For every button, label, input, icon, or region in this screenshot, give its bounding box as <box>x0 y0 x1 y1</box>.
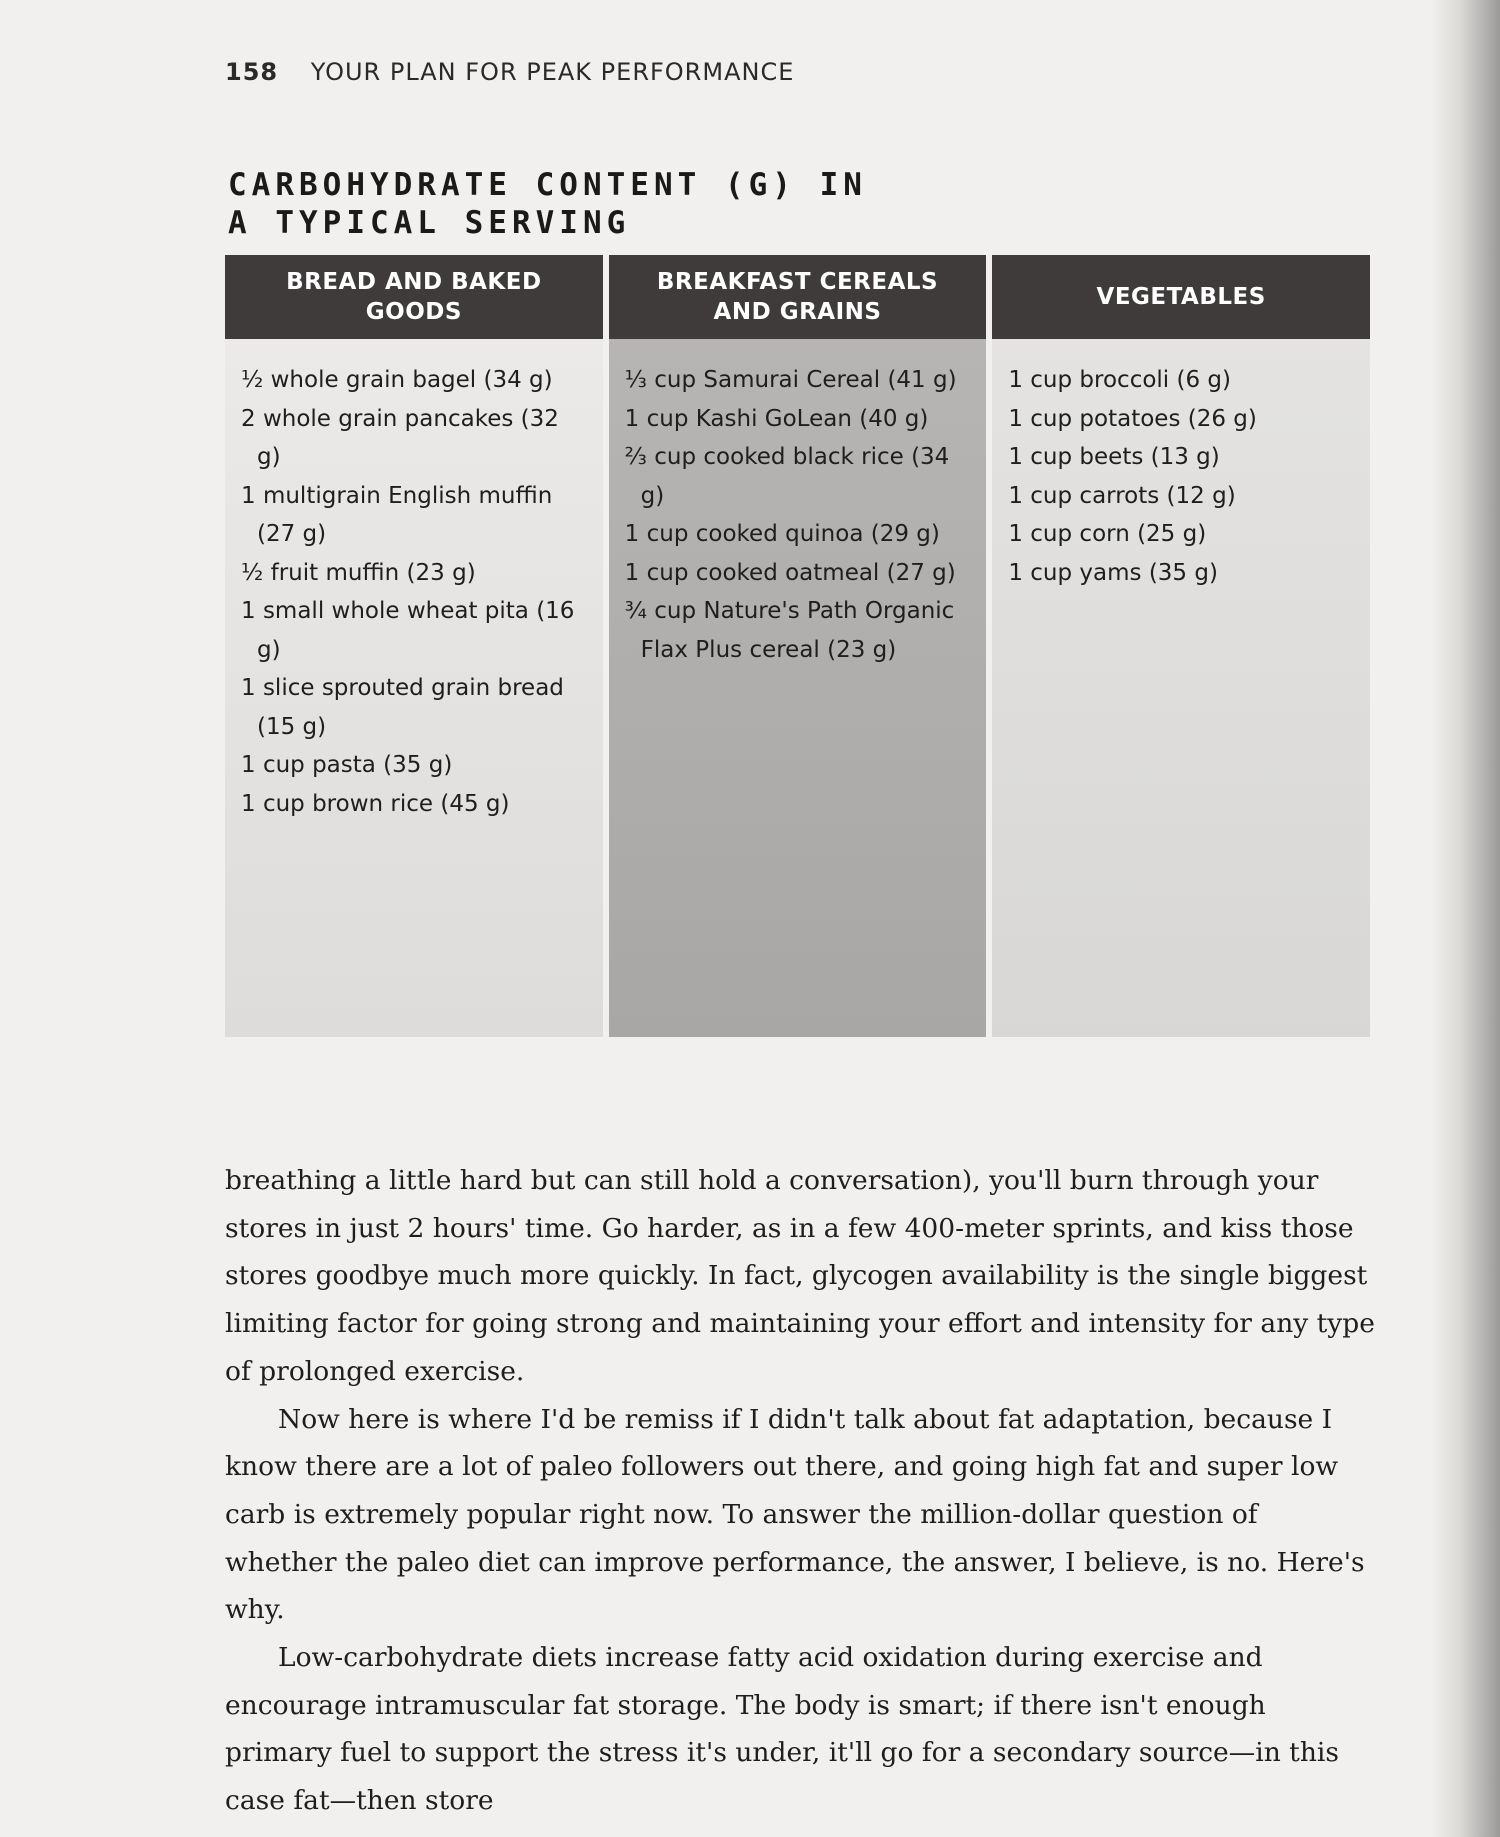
scan-page-edge-shadow <box>1430 0 1500 1837</box>
list-item: 1 cup potatoes (26 g) <box>1008 405 1257 432</box>
list-item: 1 cup Kashi GoLean (40 g) <box>624 405 929 432</box>
paragraph-1: breathing a little hard but can still hold a conversation), you'll burn through your stores in just 2 hours' time. Go harder, as in a few 400-meter sprints, and kiss those stores goodbye much more quickly. In fact, glycogen availability is the single biggest limiting factor for going strong and maintaining your effort and intensity for any type of prolonged exercise. <box>225 1165 1375 1387</box>
list-item: 1 cup corn (25 g) <box>1008 521 1207 547</box>
list-item: 2 whole grain pancakes (32 g) <box>241 405 559 470</box>
column-header: VEGETABLES <box>992 255 1370 339</box>
column-body <box>992 339 1370 1037</box>
list-item: 1 cup pasta (35 g) <box>241 752 453 778</box>
list-item: 1 cup beets (13 g) <box>1008 444 1220 470</box>
column-bread-and-baked-goods <box>225 255 603 1037</box>
running-head-title: YOUR PLAN FOR PEAK PERFORMANCE <box>310 58 795 86</box>
list-item: 1 cup yams (35 g) <box>1008 559 1218 586</box>
list-item: ½ fruit muffin (23 g) <box>241 559 476 586</box>
list-item: ⅔ cup cooked black rice (34 g) <box>624 444 950 509</box>
body-text <box>225 1157 1375 1825</box>
paragraph-3: Low-carbohydrate diets increase fatty acid oxidation during exercise and encourage intramuscular fat storage. The body is smart; if there isn't enough primary fuel to support the stress it's under, it'll go for a secondary source—in this case fat—then store <box>225 1642 1339 1817</box>
list-item: 1 cup brown rice (45 g) <box>241 790 510 817</box>
table-title-line-2: A TYPICAL SERVING <box>228 205 631 241</box>
column-header: BREAD AND BAKED GOODS <box>225 255 603 339</box>
column-vegetables <box>992 255 1370 1037</box>
column-header: BREAKFAST CEREALS AND GRAINS <box>609 255 987 339</box>
list-item: ¾ cup Nature's Path Organic Flax Plus cereal (23 g) <box>624 598 955 663</box>
list-item: 1 multigrain English muffin (27 g) <box>241 482 553 547</box>
list-item: 1 cup carrots (12 g) <box>1008 482 1236 509</box>
list-item: ⅓ cup Samurai Cereal (41 g) <box>624 367 957 393</box>
list-item: 1 cup broccoli (6 g) <box>1008 367 1231 393</box>
paragraph-2: Now here is where I'd be remiss if I didn't talk about fat adaptation, because I know there are a lot of paleo followers out there, and going high fat and super low carb is extremely popular right now. To answer the million-dollar question of whether the paleo diet can improve performance, the answer, I believe, is no. Here's why. <box>225 1403 1365 1626</box>
table-title <box>228 166 1048 242</box>
column-breakfast-cereals-and-grains <box>609 255 987 1037</box>
list-item: 1 small whole wheat pita (16 g) <box>241 598 575 663</box>
column-body <box>609 339 987 1037</box>
list-item: 1 cup cooked quinoa (29 g) <box>624 521 940 547</box>
carbohydrate-table <box>225 255 1370 1037</box>
list-item: 1 slice sprouted grain bread (15 g) <box>241 675 564 740</box>
running-head <box>225 58 794 86</box>
list-item: ½ whole grain bagel (34 g) <box>241 367 553 393</box>
page-number: 158 <box>225 58 279 86</box>
column-body <box>225 339 603 1037</box>
list-item: 1 cup cooked oatmeal (27 g) <box>624 559 956 586</box>
table-title-line-1: CARBOHYDRATE CONTENT (G) IN <box>228 167 867 203</box>
